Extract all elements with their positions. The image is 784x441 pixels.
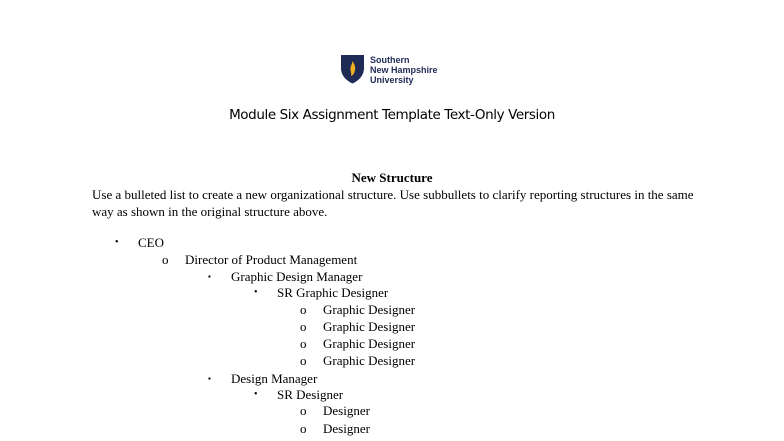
org-list-item: Designer: [323, 421, 370, 436]
disc-bullet-icon: •: [115, 237, 119, 248]
shield-icon: [340, 54, 365, 84]
org-list-item: Graphic Designer: [323, 336, 416, 351]
instructions-paragraph: Use a bulleted list to create a new organizational structure. Use subbullets to clarify reporting structures in the same way as shown in the original structure above.: [92, 187, 694, 219]
circle-bullet-icon: o: [300, 336, 307, 351]
logo-line-2: New Hampshire: [370, 65, 438, 75]
logo-wordmark: [370, 55, 438, 85]
circle-bullet-icon: o: [300, 421, 307, 436]
document-title: Module Six Assignment Template Text-Only Version: [229, 107, 555, 123]
org-list-item: Graphic Designer: [323, 319, 416, 334]
disc-bullet-icon: •: [254, 389, 258, 400]
org-list-item: SR Designer: [277, 387, 344, 402]
circle-bullet-icon: o: [300, 319, 307, 334]
org-list-item: Graphic Design Manager: [231, 269, 363, 284]
logo-line-1: Southern: [370, 55, 410, 65]
circle-bullet-icon: o: [300, 403, 307, 418]
section-heading: New Structure: [351, 170, 433, 185]
org-list-item: SR Graphic Designer: [277, 285, 389, 300]
org-list-item: Designer: [323, 403, 370, 418]
org-list-item: Design Manager: [231, 371, 318, 386]
circle-bullet-icon: o: [300, 302, 307, 317]
org-list-item: Director of Product Management: [185, 252, 358, 267]
square-bullet-icon: ▪: [208, 272, 211, 281]
disc-bullet-icon: •: [254, 287, 258, 298]
org-list-item: Graphic Designer: [323, 353, 416, 368]
circle-bullet-icon: o: [300, 353, 307, 368]
org-list-item: CEO: [138, 235, 164, 250]
logo-line-3: University: [370, 75, 414, 85]
circle-bullet-icon: o: [162, 252, 169, 267]
org-list-item: Graphic Designer: [323, 302, 416, 317]
square-bullet-icon: ▪: [208, 374, 211, 383]
university-logo: [340, 54, 450, 86]
